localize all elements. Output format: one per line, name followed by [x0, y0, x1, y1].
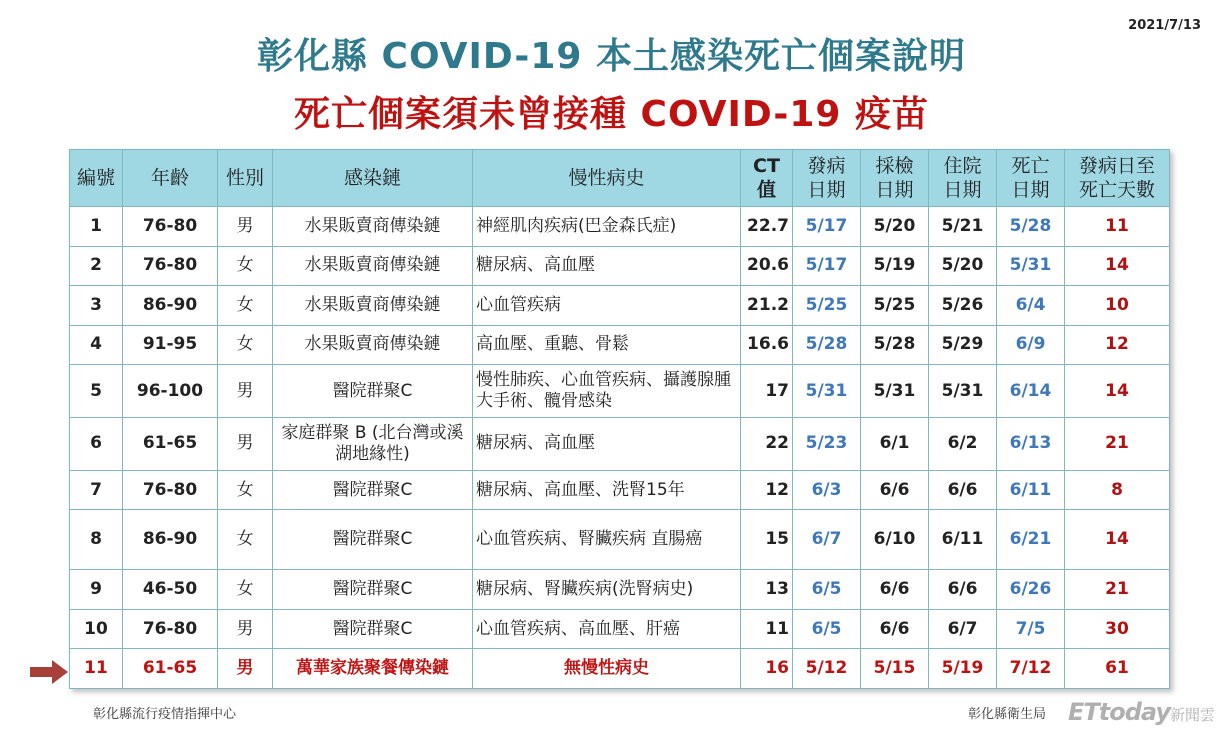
cell-sex: 男	[218, 418, 273, 471]
cell-death-date: 7/5	[997, 609, 1065, 649]
table-header-row	[70, 150, 1170, 207]
cell-age: 76-80	[123, 207, 218, 247]
cell-death-date: 6/13	[997, 418, 1065, 471]
cell-sex: 女	[218, 510, 273, 570]
cell-case-id: 5	[70, 365, 123, 418]
cell-infection-chain: 水果販賣商傳染鏈	[273, 325, 473, 365]
cell-days-to-death: 12	[1065, 325, 1170, 365]
header-col-id: 編號	[70, 150, 123, 207]
cell-ct-value: 13	[741, 570, 793, 610]
cell-days-to-death: 10	[1065, 286, 1170, 326]
cell-sex: 男	[218, 365, 273, 418]
cell-death-date: 6/9	[997, 325, 1065, 365]
cell-infection-chain: 醫院群聚C	[273, 609, 473, 649]
table-body	[70, 207, 1170, 689]
cell-admit-date: 5/19	[929, 649, 997, 689]
cell-age: 91-95	[123, 325, 218, 365]
watermark-logo	[1068, 698, 1215, 726]
cell-sex: 女	[218, 325, 273, 365]
cell-days-to-death: 8	[1065, 470, 1170, 510]
cell-ct-value: 12	[741, 470, 793, 510]
table-row	[70, 570, 1170, 610]
cell-test-date: 5/28	[861, 325, 929, 365]
cell-age: 96-100	[123, 365, 218, 418]
cell-age: 61-65	[123, 649, 218, 689]
cell-case-id: 7	[70, 470, 123, 510]
cell-test-date: 5/19	[861, 246, 929, 286]
cell-admit-date: 6/7	[929, 609, 997, 649]
cell-days-to-death: 21	[1065, 570, 1170, 610]
cell-admit-date: 5/31	[929, 365, 997, 418]
table-row	[70, 510, 1170, 570]
cell-ct-value: 16.6	[741, 325, 793, 365]
cell-admit-date: 6/2	[929, 418, 997, 471]
cell-age: 76-80	[123, 246, 218, 286]
cell-sex: 女	[218, 246, 273, 286]
cell-onset-date: 6/5	[793, 609, 861, 649]
cell-medical-history: 慢性肺疾、心血管疾病、攝護腺腫大手術、髖骨感染	[473, 365, 741, 418]
cell-admit-date: 5/26	[929, 286, 997, 326]
cell-sex: 男	[218, 207, 273, 247]
cell-onset-date: 5/28	[793, 325, 861, 365]
cell-case-id: 1	[70, 207, 123, 247]
footer-source-right: 彰化縣衛生局	[968, 707, 1047, 722]
header-col-test: 採檢 日期	[861, 150, 929, 207]
table-row	[70, 609, 1170, 649]
table-row	[70, 418, 1170, 471]
cell-age: 86-90	[123, 510, 218, 570]
cell-medical-history: 心血管疾病、高血壓、肝癌	[473, 609, 741, 649]
cell-test-date: 6/10	[861, 510, 929, 570]
cell-onset-date: 6/3	[793, 470, 861, 510]
page-title: 彰化縣 COVID-19 本土感染死亡個案說明	[257, 36, 966, 77]
cell-admit-date: 6/6	[929, 570, 997, 610]
cell-case-id: 10	[70, 609, 123, 649]
cell-admit-date: 6/6	[929, 470, 997, 510]
cell-infection-chain: 萬華家族聚餐傳染鏈	[273, 649, 473, 689]
cell-days-to-death: 14	[1065, 246, 1170, 286]
cell-infection-chain: 水果販賣商傳染鏈	[273, 207, 473, 247]
cell-medical-history: 糖尿病、高血壓、洗腎15年	[473, 470, 741, 510]
cell-case-id: 2	[70, 246, 123, 286]
table-row	[70, 246, 1170, 286]
cell-test-date: 5/25	[861, 286, 929, 326]
cell-death-date: 5/31	[997, 246, 1065, 286]
right-arrow-icon	[30, 660, 68, 684]
cell-case-id: 4	[70, 325, 123, 365]
cell-onset-date: 5/25	[793, 286, 861, 326]
cell-medical-history: 神經肌肉疾病(巴金森氏症)	[473, 207, 741, 247]
cell-days-to-death: 21	[1065, 418, 1170, 471]
cell-age: 46-50	[123, 570, 218, 610]
cell-death-date: 6/14	[997, 365, 1065, 418]
watermark-text: ETtoday	[1067, 698, 1170, 726]
cell-age: 61-65	[123, 418, 218, 471]
cell-onset-date: 5/12	[793, 649, 861, 689]
table-row	[70, 286, 1170, 326]
watermark-sub: 新聞雲	[1169, 706, 1215, 724]
cell-death-date: 5/28	[997, 207, 1065, 247]
cell-infection-chain: 家庭群聚 B (北台灣或溪湖地緣性)	[273, 418, 473, 471]
cell-medical-history: 糖尿病、腎臟疾病(洗腎病史)	[473, 570, 741, 610]
cell-onset-date: 6/7	[793, 510, 861, 570]
cell-days-to-death: 61	[1065, 649, 1170, 689]
table-row	[70, 470, 1170, 510]
cell-case-id: 9	[70, 570, 123, 610]
table-row	[70, 365, 1170, 418]
cell-test-date: 5/31	[861, 365, 929, 418]
cell-death-date: 6/26	[997, 570, 1065, 610]
footer-source-left: 彰化縣流行疫情指揮中心	[93, 707, 237, 722]
cell-infection-chain: 水果販賣商傳染鏈	[273, 286, 473, 326]
cell-onset-date: 6/5	[793, 570, 861, 610]
cell-medical-history: 糖尿病、高血壓	[473, 418, 741, 471]
cell-ct-value: 15	[741, 510, 793, 570]
cell-infection-chain: 醫院群聚C	[273, 365, 473, 418]
cell-sex: 男	[218, 609, 273, 649]
cell-days-to-death: 14	[1065, 510, 1170, 570]
cell-ct-value: 11	[741, 609, 793, 649]
cell-case-id: 8	[70, 510, 123, 570]
cell-days-to-death: 11	[1065, 207, 1170, 247]
cell-ct-value: 20.6	[741, 246, 793, 286]
header-col-sex: 性別	[218, 150, 273, 207]
table-row	[70, 207, 1170, 247]
cell-admit-date: 6/11	[929, 510, 997, 570]
header-col-chain: 感染鏈	[273, 150, 473, 207]
cell-medical-history: 高血壓、重聽、骨鬆	[473, 325, 741, 365]
cell-age: 86-90	[123, 286, 218, 326]
header-col-ct: CT 值	[741, 150, 793, 207]
cell-infection-chain: 醫院群聚C	[273, 510, 473, 570]
cell-test-date: 6/6	[861, 609, 929, 649]
cell-sex: 女	[218, 286, 273, 326]
cell-infection-chain: 醫院群聚C	[273, 470, 473, 510]
cell-ct-value: 22.7	[741, 207, 793, 247]
table-row	[70, 325, 1170, 365]
cell-case-id: 6	[70, 418, 123, 471]
cell-ct-value: 17	[741, 365, 793, 418]
cell-death-date: 6/4	[997, 286, 1065, 326]
cell-case-id: 3	[70, 286, 123, 326]
cell-admit-date: 5/21	[929, 207, 997, 247]
table-row	[70, 649, 1170, 689]
cell-sex: 女	[218, 570, 273, 610]
header-col-days: 發病日至 死亡天數	[1065, 150, 1170, 207]
cell-test-date: 6/6	[861, 570, 929, 610]
cell-death-date: 6/11	[997, 470, 1065, 510]
cell-admit-date: 5/29	[929, 325, 997, 365]
page-subtitle: 死亡個案須未曾接種 COVID-19 疫苗	[294, 94, 929, 135]
cell-onset-date: 5/17	[793, 207, 861, 247]
cell-ct-value: 21.2	[741, 286, 793, 326]
cell-death-date: 7/12	[997, 649, 1065, 689]
header-col-admit: 住院 日期	[929, 150, 997, 207]
cell-death-date: 6/21	[997, 510, 1065, 570]
cell-sex: 女	[218, 470, 273, 510]
cell-sex: 男	[218, 649, 273, 689]
death-cases-table	[69, 149, 1170, 689]
cell-days-to-death: 14	[1065, 365, 1170, 418]
cell-test-date: 5/15	[861, 649, 929, 689]
cell-onset-date: 5/23	[793, 418, 861, 471]
cell-age: 76-80	[123, 470, 218, 510]
cell-test-date: 5/20	[861, 207, 929, 247]
header-col-death: 死亡 日期	[997, 150, 1065, 207]
cell-admit-date: 5/20	[929, 246, 997, 286]
cell-test-date: 6/6	[861, 470, 929, 510]
cell-infection-chain: 水果販賣商傳染鏈	[273, 246, 473, 286]
cell-infection-chain: 醫院群聚C	[273, 570, 473, 610]
date-label: 2021/7/13	[1128, 18, 1201, 33]
cell-case-id: 11	[70, 649, 123, 689]
cell-onset-date: 5/31	[793, 365, 861, 418]
cell-test-date: 6/1	[861, 418, 929, 471]
cell-onset-date: 5/17	[793, 246, 861, 286]
header-col-onset: 發病 日期	[793, 150, 861, 207]
cell-ct-value: 16	[741, 649, 793, 689]
cell-medical-history: 心血管疾病、腎臟疾病 直腸癌	[473, 510, 741, 570]
header-col-age: 年齡	[123, 150, 218, 207]
cell-age: 76-80	[123, 609, 218, 649]
cell-medical-history: 無慢性病史	[473, 649, 741, 689]
cell-medical-history: 糖尿病、高血壓	[473, 246, 741, 286]
cell-days-to-death: 30	[1065, 609, 1170, 649]
header-col-history: 慢性病史	[473, 150, 741, 207]
cell-medical-history: 心血管疾病	[473, 286, 741, 326]
cell-ct-value: 22	[741, 418, 793, 471]
